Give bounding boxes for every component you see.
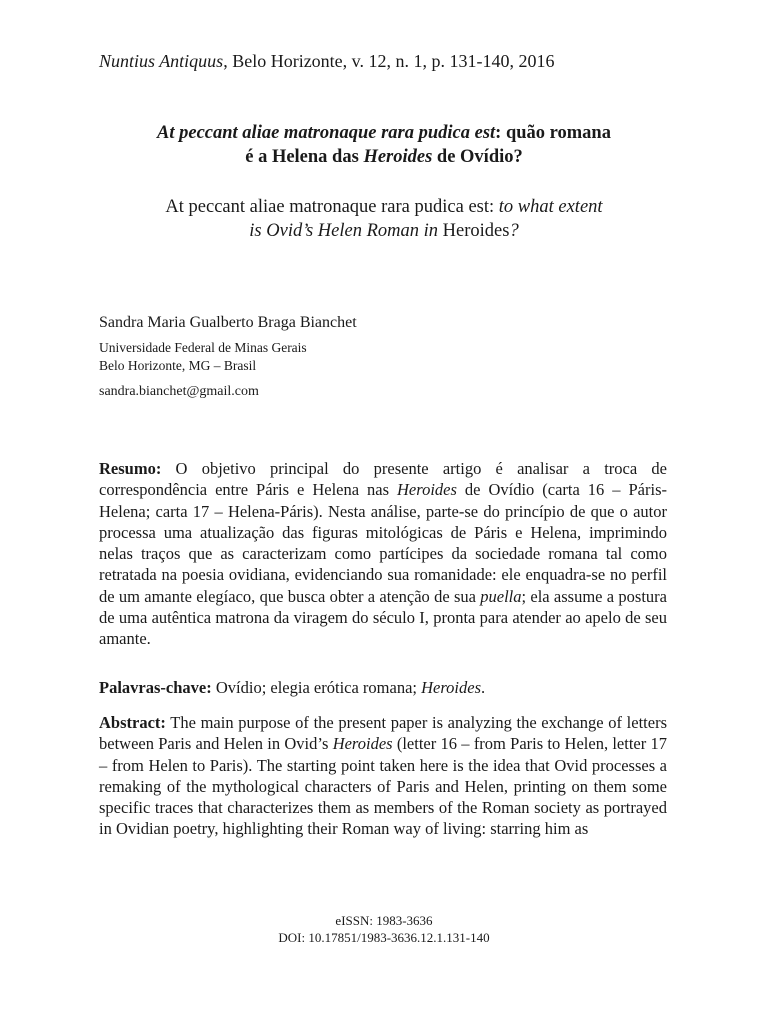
title-pt-part4: de Ovídio?	[432, 147, 523, 167]
author-email[interactable]: sandra.bianchet@gmail.com	[99, 384, 259, 399]
abstract-text2: (letter 16 – from Paris to Helen, letter 17 – from Helen to Paris). The starting point taken here is the idea that Ovid processes a remaking of the mythological characters of Paris and Helen, printing on them some specific traces that characterizes them as members of the Roman society as portrayed in Ovidian poetry, highlighting their Roman way of living: starring him as	[99, 734, 668, 839]
page-footer	[0, 912, 768, 946]
keywords-text: Ovídio; elegia erótica romana;	[211, 678, 422, 697]
keywords-end: .	[481, 678, 486, 697]
abstract-paragraph	[99, 712, 667, 840]
title-en-work: Heroides	[442, 221, 510, 241]
title-en-end: ?	[509, 221, 519, 241]
resumo-label: Resumo:	[99, 459, 162, 478]
title-pt-part2: : quão romana	[495, 123, 611, 143]
eissn: eISSN: 1983-3636	[335, 913, 433, 928]
article-title-portuguese	[0, 121, 768, 169]
title-en-italic1: to what extent	[498, 197, 603, 217]
resumo-puella: puella	[480, 586, 522, 606]
resumo-text3: ; ela assume a postura de uma autêntica matrona da viragem do século I, pronta para atender ao apelo de seu amante.	[99, 586, 667, 649]
resumo-work: Heroides	[397, 480, 457, 500]
journal-details: , Belo Horizonte, v. 12, n. 1, p. 131-140, 2016	[223, 51, 555, 71]
author-name: Sandra Maria Gualberto Braga Bianchet	[99, 314, 357, 331]
author-location: Belo Horizonte, MG – Brasil	[99, 358, 257, 373]
keywords-label: Palavras-chave:	[99, 678, 212, 697]
abstract-label: Abstract:	[99, 713, 166, 732]
title-en-italic2: is Ovid’s Helen Roman in	[249, 221, 443, 241]
abstract-text1: The main purpose of the present paper is analyzing the exchange of letters between Paris and Helen in Ovid’s	[99, 713, 667, 754]
title-pt-work: Heroides	[363, 147, 433, 167]
title-pt-part3: é a Helena das	[245, 147, 364, 167]
author-institution: Universidade Federal de Minas Gerais	[99, 340, 307, 355]
resumo-paragraph	[99, 458, 667, 650]
article-title-english	[0, 195, 768, 243]
journal-name: Nuntius Antiquus	[99, 51, 224, 71]
title-latin-quote: At peccant aliae matronaque rara pudica est	[157, 123, 496, 143]
doi: DOI: 10.17851/1983-3636.12.1.131-140	[278, 930, 490, 945]
keywords-paragraph	[99, 677, 667, 698]
keywords-work: Heroides	[421, 678, 482, 697]
abstract-work: Heroides	[332, 734, 393, 754]
author-affiliation	[99, 339, 307, 375]
title-en-part1: At peccant aliae matronaque rara pudica est:	[165, 197, 499, 217]
journal-citation	[99, 50, 555, 72]
resumo-text1: O objetivo principal do presente artigo é analisar a troca de correspondência entre Páris e Helena nas	[99, 459, 667, 500]
resumo-text2: de Ovídio (carta 16 – Páris-Helena; carta 17 – Helena-Páris). Nesta análise, parte-se do princípio de que o autor processa uma atualização das figuras mitológicas de Páris e Helena, imprimindo nelas traços que as caracterizam como partícipes da sociedade romana tal como retratada na poesia ovidiana, evidenciando sua romanidade: ele enquadra-se no perfil de um amante elegíaco, que busca obter a atenção de sua	[99, 480, 667, 606]
